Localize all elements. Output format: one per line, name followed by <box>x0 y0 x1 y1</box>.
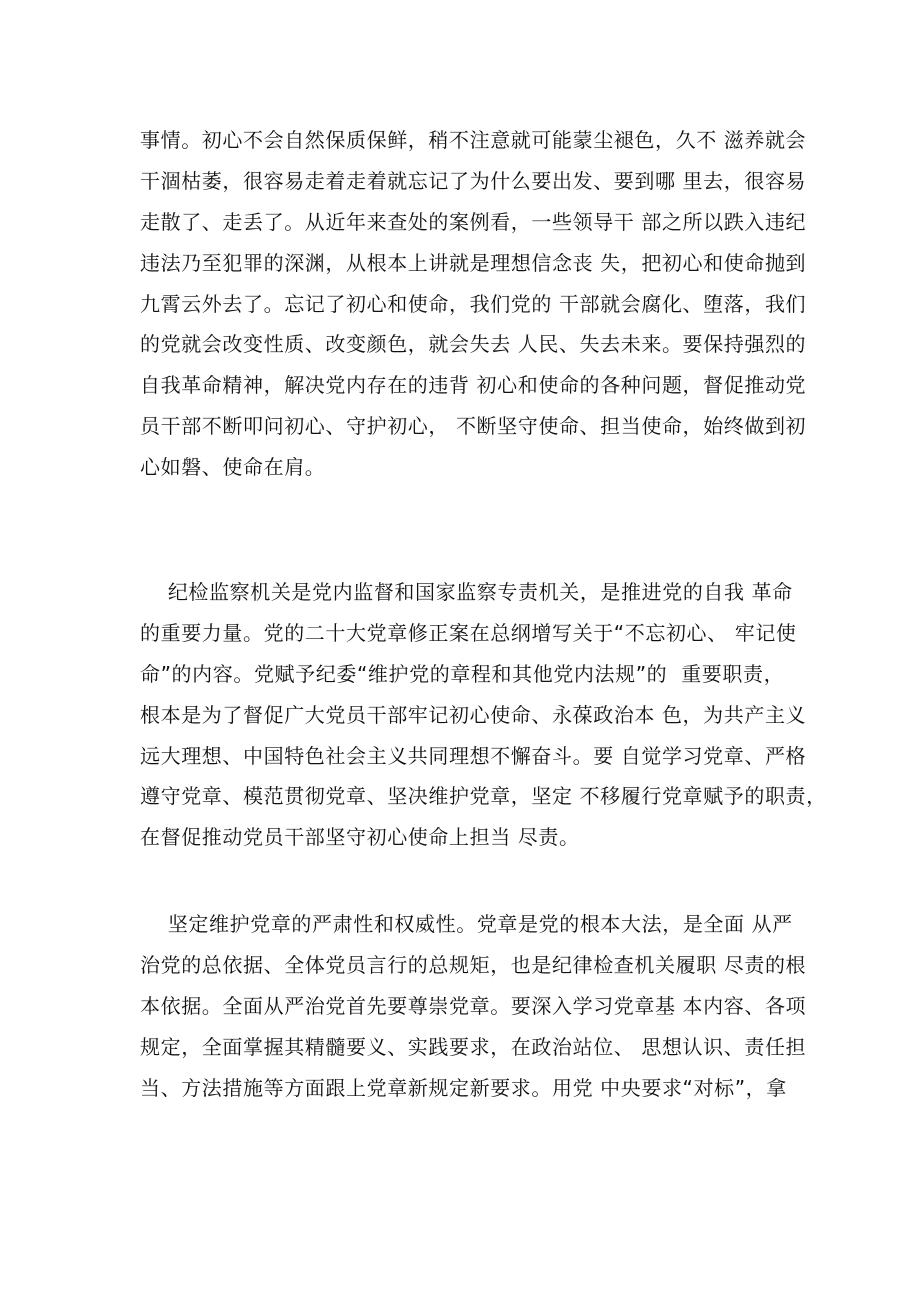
paragraph-3 <box>140 904 807 1108</box>
text-line: 遵守党章、模范贯彻党章、坚决维护党章，坚定 不移履行党章赋予的职责， <box>140 784 827 809</box>
text-line: 九霄云外去了。忘记了初心和使命，我们党的 干部就会腐化、堕落，我们 <box>140 291 807 316</box>
text-line: 自我革命精神，解决党内存在的违背 初心和使命的各种问题，督促推动党 <box>140 373 807 398</box>
text-line: 违法乃至犯罪的深渊，从根本上讲就是理想信念丧 失，把初心和使命抛到 <box>140 250 807 275</box>
text-line: 当、方法措施等方面跟上党章新规定新要求。用党 中央要求“对标”，拿 <box>140 1075 787 1100</box>
text-line: 干涸枯萎，很容易走着走着就忘记了为什么要出发、要到哪 里去，很容易 <box>140 168 807 193</box>
paragraph-1 <box>140 120 807 488</box>
text-line: 走散了、走丢了。从近年来查处的案例看，一些领导干 部之所以跌入违纪 <box>140 209 807 234</box>
text-line: 的重要力量。党的二十大党章修正案在总纲增写关于“不忘初心、 牢记使 <box>140 620 797 645</box>
text-line: 纪检监察机关是党内监督和国家监察专责机关，是推进党的自我 革命 <box>140 580 793 604</box>
text-line: 的党就会改变性质、改变颜色，就会失去 人民、失去未来。要保持强烈的 <box>140 332 807 357</box>
text-line: 在督促推动党员干部坚守初心使命上担当 尽责。 <box>140 825 580 850</box>
text-line: 心如磐、使命在肩。 <box>140 455 326 480</box>
text-line: 命”的内容。党赋予纪委“维护党的章程和其他党内法规”的 重要职责， <box>140 661 785 686</box>
text-line: 事情。初心不会自然保质保鲜，稍不注意就可能蒙尘褪色，久不 滋养就会 <box>140 128 807 152</box>
text-line: 根本是为了督促广大党员干部牢记初心使命、永葆政治本 色，为共产主义 <box>140 702 807 727</box>
text-line: 治党的总依据、全体党员言行的总规矩，也是纪律检查机关履职 尽责的根 <box>140 952 807 977</box>
text-line: 坚定维护党章的严肃性和权威性。党章是党的根本大法，是全面 从严 <box>140 912 793 936</box>
text-line: 远大理想、中国特色社会主义共同理想不懈奋斗。要 自觉学习党章、严格 <box>140 743 807 768</box>
text-line: 规定，全面掌握其精髓要义、实践要求，在政治站位、 思想认识、责任担 <box>140 1034 807 1059</box>
paragraph-2 <box>140 572 827 858</box>
text-line: 本依据。全面从严治党首先要尊崇党章。要深入学习党章基 本内容、各项 <box>140 993 807 1018</box>
text-line: 员干部不断叩问初心、守护初心， 不断坚守使命、担当使命，始终做到初 <box>140 414 807 439</box>
